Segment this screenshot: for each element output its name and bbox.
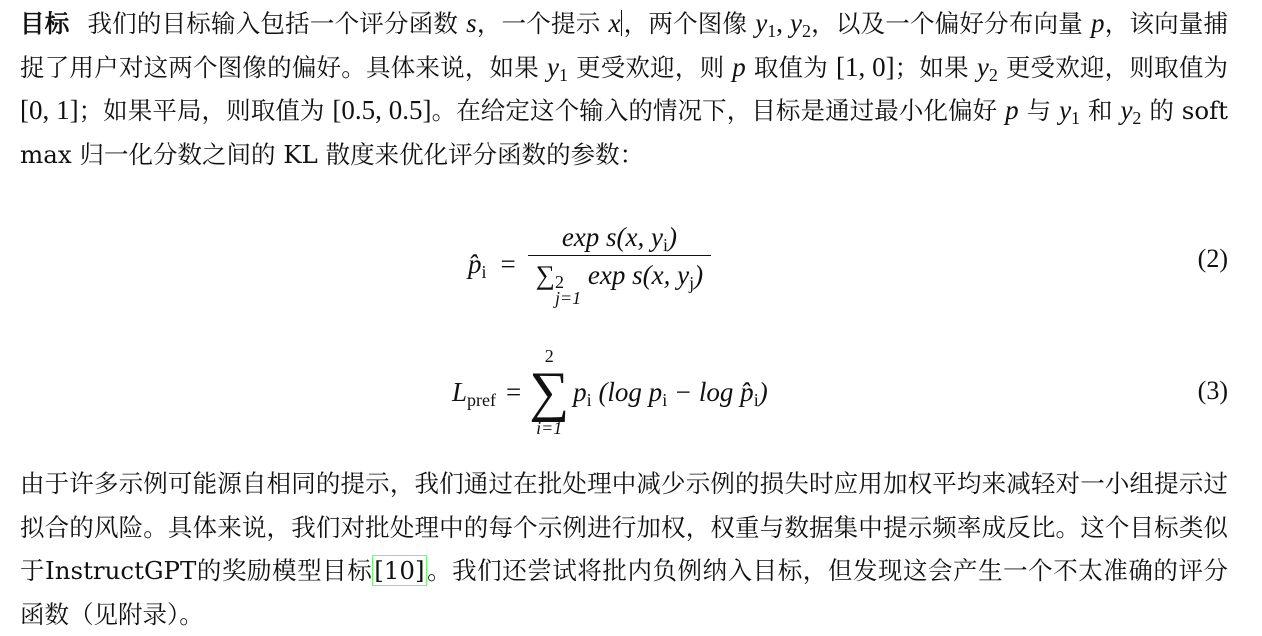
math-subscript: 2 [1132, 108, 1142, 129]
math-y2 [976, 51, 998, 85]
text-run: 。在给定这个输入的情况下，目标是通过最小化偏好 [431, 96, 998, 126]
equation-3-number: (3) [1197, 376, 1228, 405]
math-vector-1-0: [1, 0] [835, 51, 895, 82]
math-var-y: y [755, 8, 768, 38]
math-var-y: y [789, 8, 802, 38]
math-var-y: y [1120, 95, 1133, 126]
math-var-y: y [976, 51, 989, 82]
eq2-fraction [528, 222, 711, 309]
eq2-numerator-subscript: i [663, 235, 669, 255]
math-subscript: 1 [1071, 108, 1081, 129]
text-run: ，两个图像 [623, 9, 748, 38]
eq3-log-phat: − log p̂ [667, 376, 754, 407]
eq2-numerator [554, 222, 685, 255]
equation-3 [452, 346, 768, 438]
eq3-sum-upper: 2 [544, 346, 554, 366]
eq3-equals: = [506, 376, 522, 407]
eq2-sum-upper: 2 [555, 272, 564, 293]
eq3-sum [529, 346, 569, 438]
text-run: 的 softmax 归一化分数之间的 KL 散度来优化评分函数的参数： [20, 96, 1229, 169]
eq2-sum-limits [555, 272, 582, 309]
eq2-denominator [528, 256, 711, 309]
eq3-p: p [573, 376, 587, 407]
text-run: 更受欢迎，则 [576, 52, 725, 82]
text-run: 更受欢迎，则取值为 [1005, 52, 1229, 82]
eq2-numerator-close: ) [668, 222, 678, 252]
eq2-lhs-subscript: i [481, 261, 487, 282]
text-run: ，以及一个偏好分布向量 [810, 9, 1083, 38]
eq3-log-p: (log p [591, 376, 663, 407]
eq2-lhs-symbol: p̂ [468, 248, 482, 279]
eq3-log-phat-subscript: i [753, 389, 759, 410]
math-y1-y2 [755, 8, 811, 41]
math-y2 [1120, 95, 1142, 129]
math-vector-half: [0.5, 0.5] [332, 95, 432, 126]
math-vector-0-1: [0, 1] [20, 95, 79, 126]
text-run: ；如果平局，则取值为 [78, 96, 325, 126]
math-subscript: 2 [801, 21, 811, 41]
math-var-x: x [608, 8, 621, 38]
citation-link[interactable]: [10] [374, 556, 425, 586]
eq2-sum-symbol: ∑ [535, 260, 555, 291]
eq3-close-paren: ) [758, 376, 768, 407]
math-var-p: p [1091, 8, 1105, 38]
math-y1 [1059, 95, 1081, 129]
math-var-y: y [547, 51, 559, 82]
text-run: ，一个提示 [476, 9, 601, 38]
eq3-body [573, 377, 768, 408]
eq3-sum-lower: i=1 [536, 418, 563, 438]
eq2-denominator-text: exp s(x, y [581, 260, 690, 291]
text-run: ；如果 [894, 52, 969, 82]
text-run: 和 [1087, 96, 1113, 126]
text-run: 与 [1026, 96, 1052, 126]
eq3-lhs [452, 377, 496, 408]
eq2-sum-lower: j=1 [555, 288, 582, 309]
eq2-denominator-close: ) [694, 260, 704, 291]
section-heading: 目标 [20, 9, 70, 38]
eq2-lhs [468, 249, 487, 280]
objective-paragraph [20, 2, 1228, 176]
eq3-log-p-subscript: i [662, 389, 668, 410]
eq3-lhs-subscript: pref [467, 389, 497, 410]
text-run: 取值为 [753, 52, 828, 82]
eq2-equals: = [500, 248, 516, 279]
text-run: ，该向量捕捉了用户对这两个图像的偏好。具体来说，如果 [20, 9, 1229, 82]
math-var-y: y [1059, 95, 1072, 126]
math-subscript: 1 [767, 21, 777, 41]
math-subscript: 1 [558, 64, 568, 85]
eq3-p-subscript: i [586, 389, 592, 410]
math-var-s: s [466, 8, 477, 38]
math-y1 [547, 51, 568, 85]
math-separator: , [776, 8, 790, 38]
text-run: 。我们还尝试将批内负例纳入目标，但发现这会产生一个不太准确的评分函数（见附录）。 [20, 556, 1228, 629]
text-run: 我们的目标输入包括一个评分函数 [87, 9, 459, 38]
eq2-denominator-subscript: j [689, 273, 695, 294]
math-var-p: p [1005, 95, 1019, 126]
eq3-sum-symbol: ∑ [529, 361, 570, 423]
math-var-p: p [732, 51, 746, 82]
equation-2-number: (2) [1197, 244, 1228, 273]
math-subscript: 2 [988, 64, 998, 85]
eq2-numerator-text: exp s(x, y [561, 222, 664, 252]
weighting-paragraph [20, 462, 1228, 636]
text-run: 由于许多示例可能源自相同的提示，我们通过在批处理中减少示例的损失时应用加权平均来减轻对一小组提示过拟合的风险。具体来说，我们对批处理中的每个示例进行加权，权重与数据集中提示频率成反比。这个目标类似于InstructGPT的奖励模型目标 [20, 469, 1228, 586]
equation-2 [468, 222, 711, 309]
eq3-lhs-symbol: L [452, 376, 468, 407]
